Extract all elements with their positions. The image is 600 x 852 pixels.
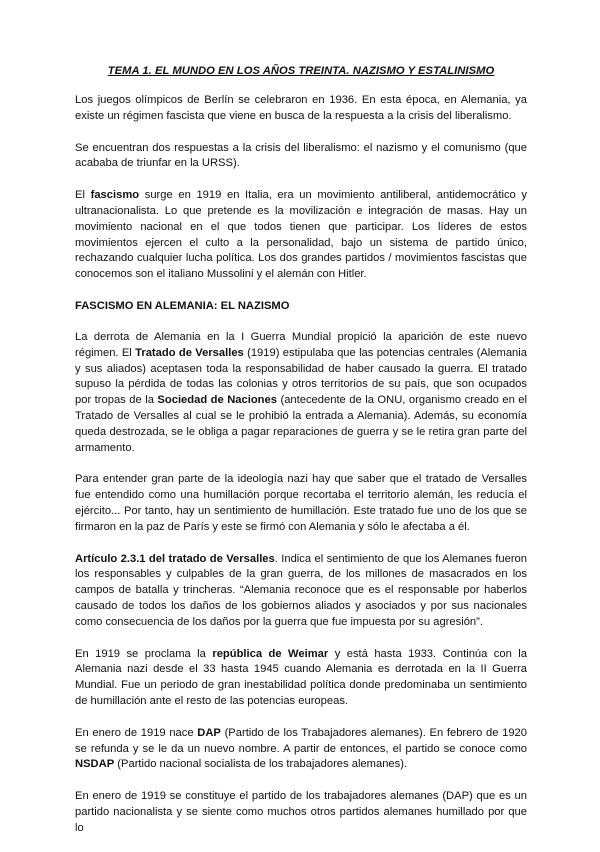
bold-term-sociedad-naciones: Sociedad de Naciones (157, 394, 277, 407)
bold-term-fascismo: fascismo (90, 189, 140, 202)
paragraph-weimar (75, 647, 527, 710)
paragraph-olympics: Los juegos olímpicos de Berlín se celebraron en 1936. En esta época, en Alemania, ya existe un régimen fascista que viene en busca de la respuesta a la crisis del liberalismo. (75, 94, 527, 122)
text-run: La derrota de Alemania en la I Guerra Mundial propició la aparición de este nuevo régimen. El (75, 330, 527, 359)
text-run: (antecedente de la ONU, organismo creado en el Tratado de Versalles al cual se le prohibió la entrada a Alemania). Además, su economía queda destrozada, se le obliga a pagar reparaciones de guerra y se le retira gran parte del armamento. (75, 394, 527, 454)
bold-term-tratado-versalles: Tratado de Versalles (135, 346, 244, 359)
text-run: El (75, 189, 91, 202)
text-run: En enero de 1919 nace (75, 726, 198, 739)
text-run: surge en 1919 en Italia, era un movimiento antiliberal, antidemocrático y ultranacionalista. Lo que pretende es la movilización e integración de masas. Hay un movimiento nacional en el que todos tienen que participar. Los líderes de estos movimientos ejercen el culto a la personalidad, bajo un sistema de partido único, rechazando cualquier lucha política. Los dos grandes partidos / movimientos fascistas que conocemos son el italiano Mussolini y el alemán con Hitler. (75, 189, 527, 281)
text-run: En 1919 se proclama la (75, 647, 213, 660)
paragraph-fascism (75, 188, 527, 283)
paragraph-humiliation: Para entender gran parte de la ideología nazi hay que saber que el tratado de Versalles fue entendido como una humillación porque recortaba el territorio alemán, les reducía el ejército... Por tanto, hay un sentimiento de humillación. Este tratado fue uno de los que se firmaron en la paz de París y este se firmó con Alemania y sólo le afectaba a él. (75, 473, 527, 533)
paragraph-dap-constitution: En enero de 1919 se constituye el partido de los trabajadores alemanes (DAP) que es un partido nacionalista y se siente como muchos otros partidos alemanes humillado por que lo (75, 790, 527, 834)
paragraph-versailles (75, 330, 527, 456)
bold-term-weimar: república de Weimar (212, 647, 329, 660)
bold-term-dap: DAP (197, 726, 221, 739)
text-run: . Indica el sentimiento de que los Alemanes fueron los responsables y culpables de la gran guerra, de los millones de masacrados en los campos de batalla y trincheras. “Alemania reconoce que es el responsable por haberlos causado de todos los daños de los gobiernos aliados y asociados y por sus nacionales como consecuencia de los daños por la guerra que fue impuesta por su agresión”. (75, 552, 527, 628)
section-heading-nazism: FASCISMO EN ALEMANIA: EL NAZISMO (75, 299, 290, 312)
document-page (75, 64, 527, 852)
text-run: y está hasta 1933. Continúa con la Alemania nazi desde el 33 hasta 1945 cuando Alemania es derrotada en la II Guerra Mundial. Fue un periodo de gran inestabilidad política donde predominaba un sentimiento de humillación ante el resto de las potencias europeas. (75, 647, 527, 707)
paragraph-responses: Se encuentran dos respuestas a la crisis del liberalismo: el nazismo y el comunismo (que acababa de triunfar en la URSS). (75, 141, 527, 170)
document-title: TEMA 1. EL MUNDO EN LOS AÑOS TREINTA. NAZISMO Y ESTALINISMO (107, 65, 495, 77)
bold-term-articulo: Artículo 2.3.1 del tratado de Versalles (75, 552, 275, 565)
paragraph-dap (75, 726, 527, 773)
text-run: (1919) estipulaba que las potencias centrales (Alemania y sus aliados) aceptasen toda la responsabilidad de haber causado la guerra. El tratado supuso la pérdida de todas las colonias y otros territorios de su país, que son ocupados por tropas de la (75, 346, 527, 407)
text-run: (Partido nacional socialista de los trabajadores alemanes). (114, 758, 408, 771)
bold-term-nsdap: NSDAP (75, 758, 115, 771)
paragraph-article (75, 552, 527, 631)
text-run: (Partido de los Trabajadores alemanes). En febrero de 1920 se refunda y se le da un nuevo nombre. A partir de entonces, el partido se conoce como (75, 726, 527, 755)
